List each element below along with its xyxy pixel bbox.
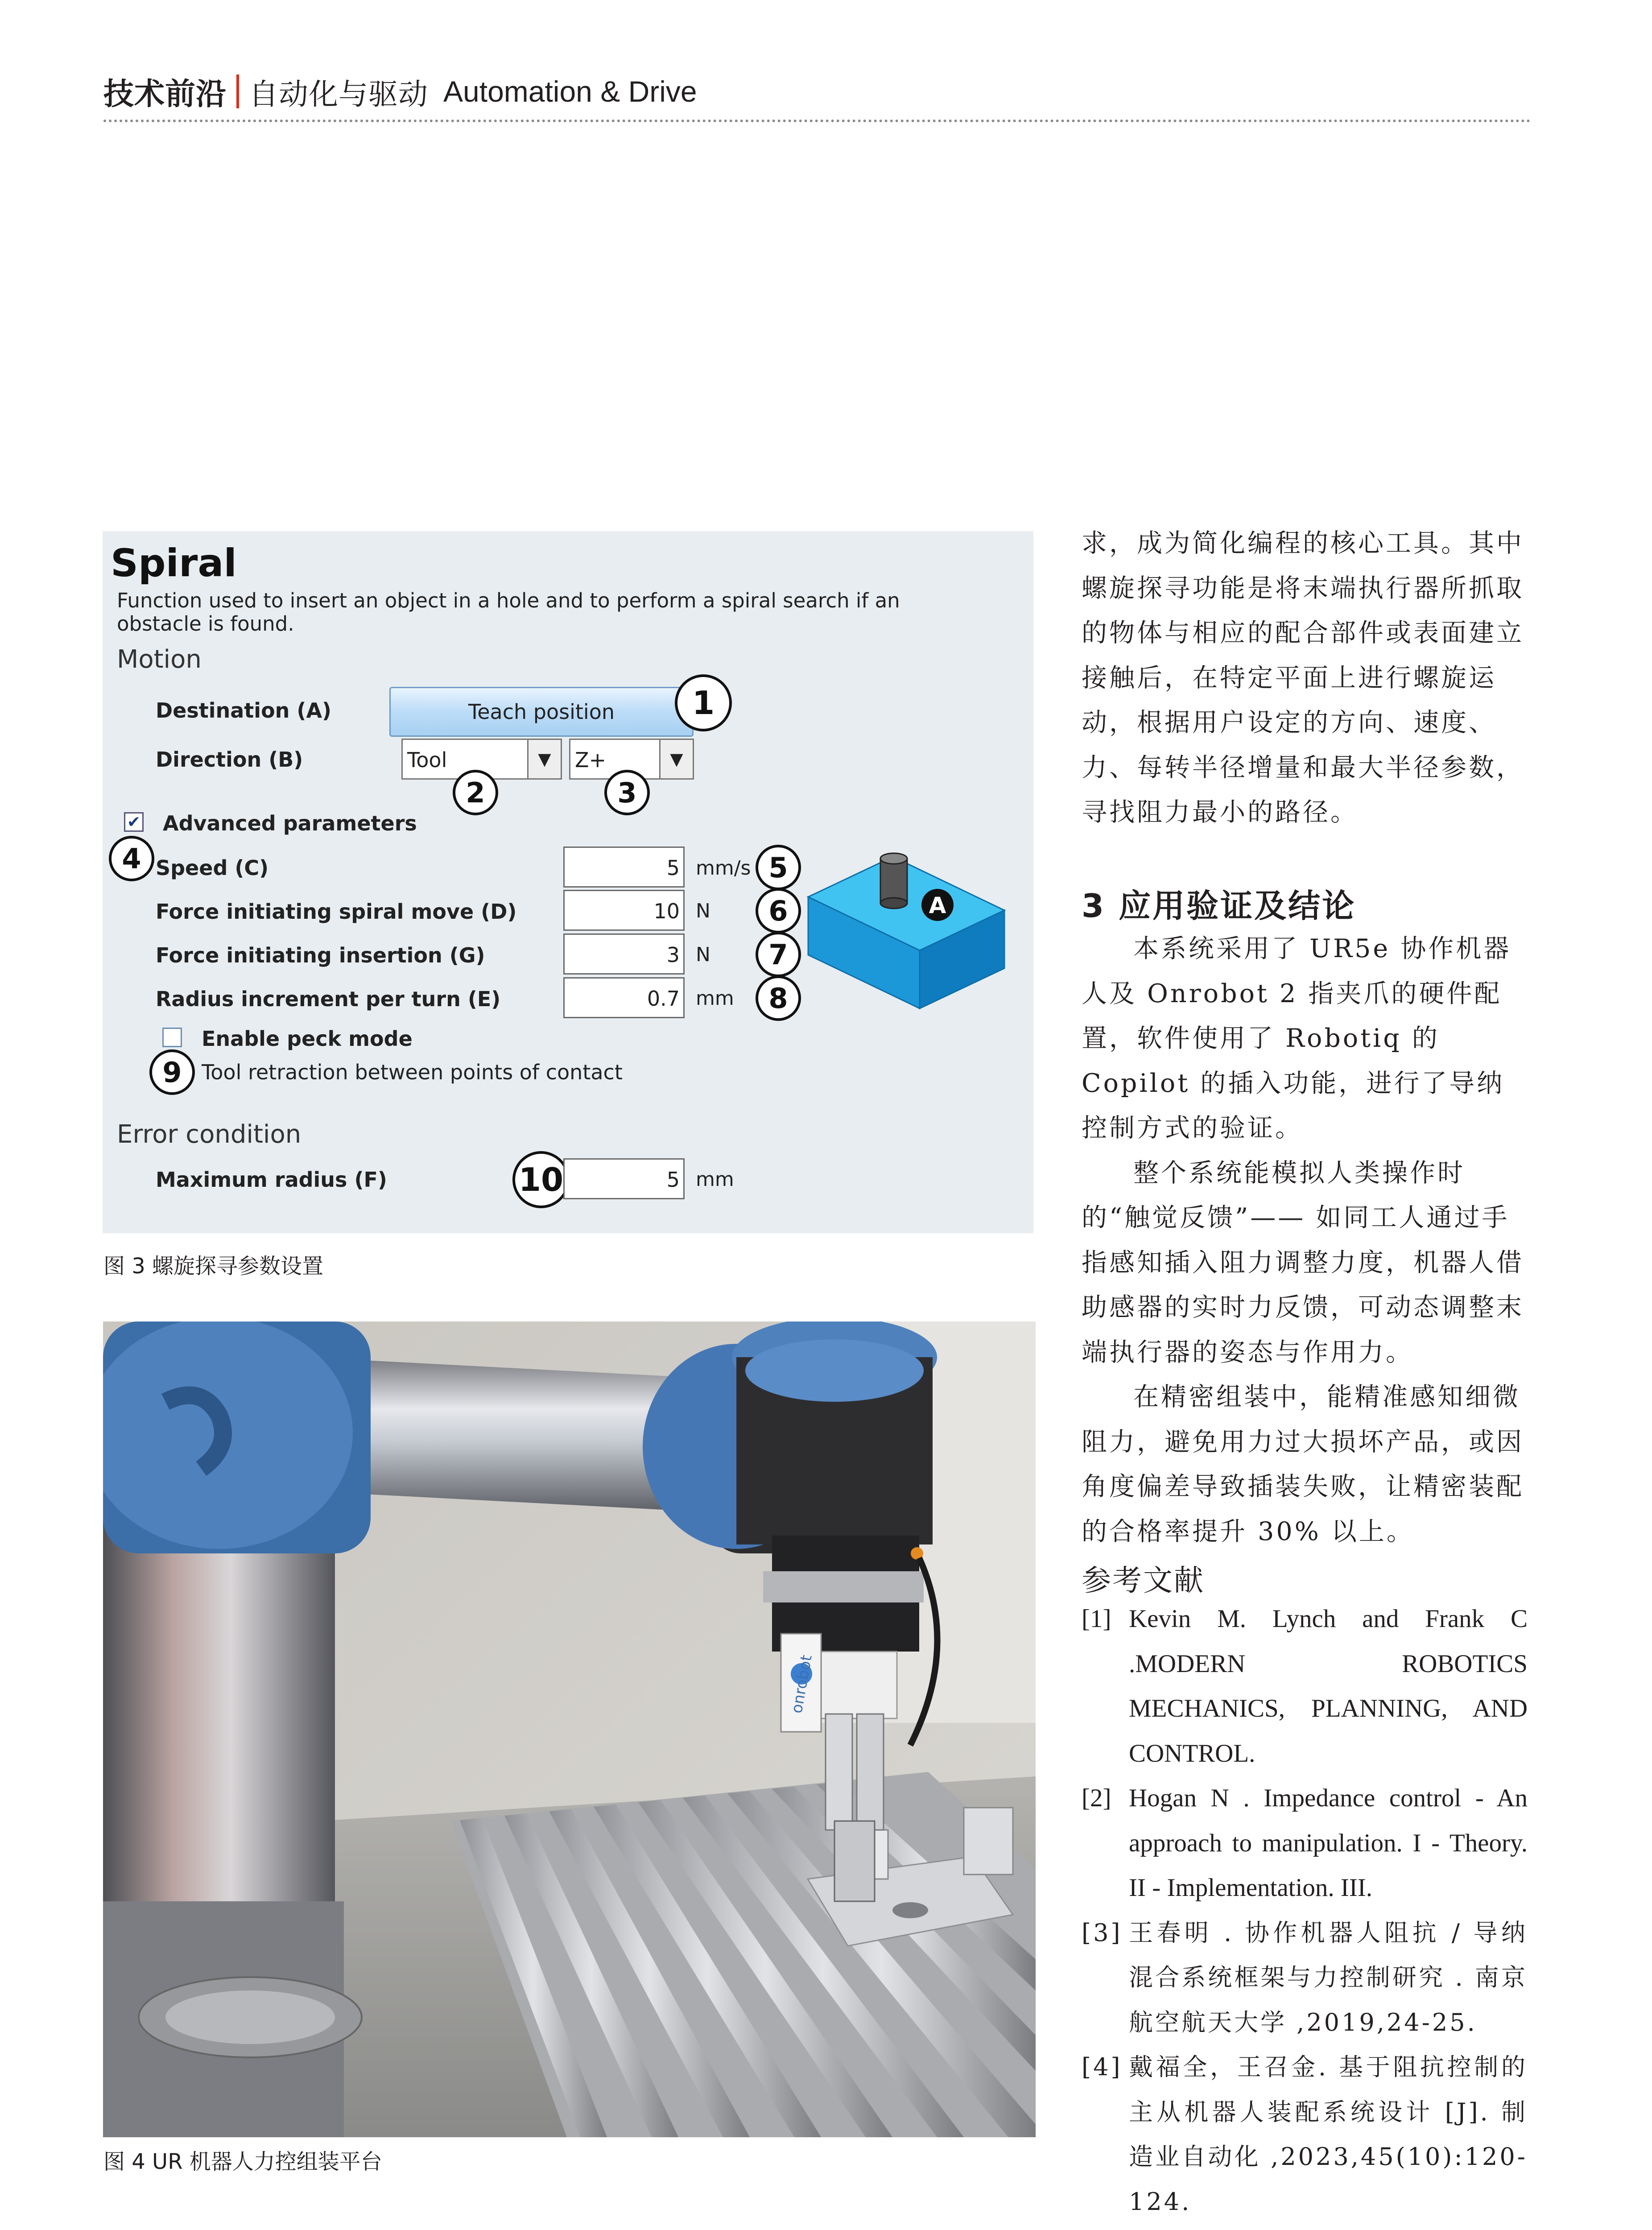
direction-frame-value: Tool xyxy=(407,748,447,772)
max-radius-unit: mm xyxy=(696,1168,734,1191)
marker-6: 6 xyxy=(756,888,801,933)
radius-increment-input[interactable]: 0.7 xyxy=(563,977,685,1018)
param-unit: N xyxy=(696,900,710,922)
references-heading: 参考文献 xyxy=(1082,1563,1205,1598)
marker-2: 2 xyxy=(453,770,498,815)
reference-text: Hogan N . Impedance control - An approach to manipulation. I - Theory. II - Implementation. III. xyxy=(1129,1784,1528,1902)
figure-3-spiral-ui xyxy=(103,531,1033,1233)
teach-position-label: Teach position xyxy=(468,700,615,724)
advanced-parameters-label: Advanced parameters xyxy=(163,811,417,835)
chevron-down-icon: ▼ xyxy=(659,740,693,778)
max-radius-input[interactable]: 5 xyxy=(563,1158,685,1199)
section-name: 自动化与驱动 xyxy=(249,77,429,112)
param-label: Force initiating spiral move (D) xyxy=(156,900,517,924)
reference-item xyxy=(1082,2045,1528,2224)
direction-label: Direction (B) xyxy=(156,747,303,772)
figure-4-caption: 图 4 UR 机器人力控组装平台 xyxy=(103,2149,382,2174)
param-label: Speed (C) xyxy=(156,856,269,880)
advanced-parameters-checkbox[interactable]: ✔ xyxy=(124,812,144,832)
retraction-text: Tool retraction between points of contact xyxy=(202,1060,623,1084)
param-label: Radius increment per turn (E) xyxy=(156,987,501,1011)
reference-item xyxy=(1082,1911,1528,2045)
section-heading: 3 应用验证及结论 xyxy=(1082,887,1356,925)
marker-4: 4 xyxy=(109,836,154,881)
max-radius-label: Maximum radius (F) xyxy=(156,1168,387,1192)
teach-position-button[interactable] xyxy=(389,687,694,737)
diagram-point-label: A xyxy=(929,892,946,918)
header-divider xyxy=(236,74,239,108)
param-label: Force initiating insertion (G) xyxy=(156,943,485,967)
direction-axis-value: Z+ xyxy=(575,748,607,772)
chevron-down-icon: ▼ xyxy=(527,740,561,778)
body-paragraph-continued xyxy=(1082,521,1528,835)
spiral-block-diagram xyxy=(804,839,1018,1013)
header-rule xyxy=(103,120,1531,122)
marker-5: 5 xyxy=(756,845,801,890)
force-insertion-input[interactable]: 3 xyxy=(563,933,685,975)
reference-item xyxy=(1082,1597,1528,1776)
section-name-en: Automation & Drive xyxy=(443,75,697,108)
ur-robot-illustration xyxy=(103,1321,1036,2137)
marker-7: 7 xyxy=(756,932,801,977)
section-3-body xyxy=(1082,926,1528,1554)
reference-list xyxy=(1082,1597,1528,2224)
figure-4-robot-photo xyxy=(103,1321,1036,2137)
reference-number: [2] xyxy=(1082,1784,1111,1812)
error-condition-heading: Error condition xyxy=(117,1120,301,1149)
gripper-logo-text: onrobot xyxy=(788,1653,816,1715)
reference-item xyxy=(1082,1776,1528,1911)
reference-number: [3] xyxy=(1082,1918,1123,1947)
reference-number: [1] xyxy=(1082,1605,1111,1633)
reference-text: 王春明 . 协作机器人阻抗 / 导纳混合系统框架与力控制研究 . 南京航空航天大学 ,2019,24-25. xyxy=(1129,1918,1528,2036)
column-name: 技术前沿 xyxy=(103,76,227,112)
marker-10: 10 xyxy=(512,1151,570,1208)
motion-heading: Motion xyxy=(117,645,202,674)
destination-label: Destination (A) xyxy=(156,698,332,723)
marker-3: 3 xyxy=(604,770,650,815)
param-unit: N xyxy=(696,943,710,966)
paragraph: 整个系统能模拟人类操作时的“触觉反馈”—— 如同工人通过手指感知插入阻力调整力度，机器人借助感器的实时力反馈，可动态调整末端执行器的姿态与作用力。 xyxy=(1082,1158,1524,1367)
marker-9: 9 xyxy=(149,1049,195,1095)
peck-mode-label: Enable peck mode xyxy=(202,1027,413,1051)
peck-mode-checkbox[interactable] xyxy=(162,1028,182,1047)
param-unit: mm/s xyxy=(696,857,751,880)
paragraph: 求，成为简化编程的核心工具。其中螺旋探寻功能是将末端执行器所抓取的物体与相应的配合部件或表面建立接触后，在特定平面上进行螺旋运动，根据用户设定的方向、速度、力、每转半径增量和最大半径参数，寻找阻力最小的路径。 xyxy=(1082,529,1524,827)
reference-text: Kevin M. Lynch and Frank C .MODERN ROBOTICS MECHANICS, PLANNING, AND CONTROL. xyxy=(1129,1605,1528,1767)
ui-description: Function used to insert an object in a hole and to perform a spiral search if an obstacle is found. xyxy=(117,589,900,636)
reference-text: 戴福全，王召金. 基于阻抗控制的主从机器人装配系统设计 [J]. 制造业自动化 ,2023,45(10):120-124. xyxy=(1129,2053,1528,2216)
ui-title: Spiral xyxy=(111,541,237,586)
marker-8: 8 xyxy=(756,975,801,1021)
force-spiral-input[interactable]: 10 xyxy=(563,890,685,931)
marker-1: 1 xyxy=(675,674,732,731)
figure-3-caption: 图 3 螺旋探寻参数设置 xyxy=(103,1254,324,1279)
paragraph: 本系统采用了 UR5e 协作机器人及 Onrobot 2 指夹爪的硬件配置，软件使用了 Robotiq 的 Copilot 的插入功能，进行了导纳控制方式的验证。 xyxy=(1082,934,1512,1143)
reference-number: [4] xyxy=(1082,2053,1123,2081)
running-header xyxy=(103,67,697,116)
param-unit: mm xyxy=(696,987,734,1010)
paragraph: 在精密组装中，能精准感知细微阻力，避免用力过大损坏产品，或因角度偏差导致插装失败，让精密装配的合格率提升 30% 以上。 xyxy=(1082,1382,1524,1546)
speed-input[interactable]: 5 xyxy=(563,847,685,888)
